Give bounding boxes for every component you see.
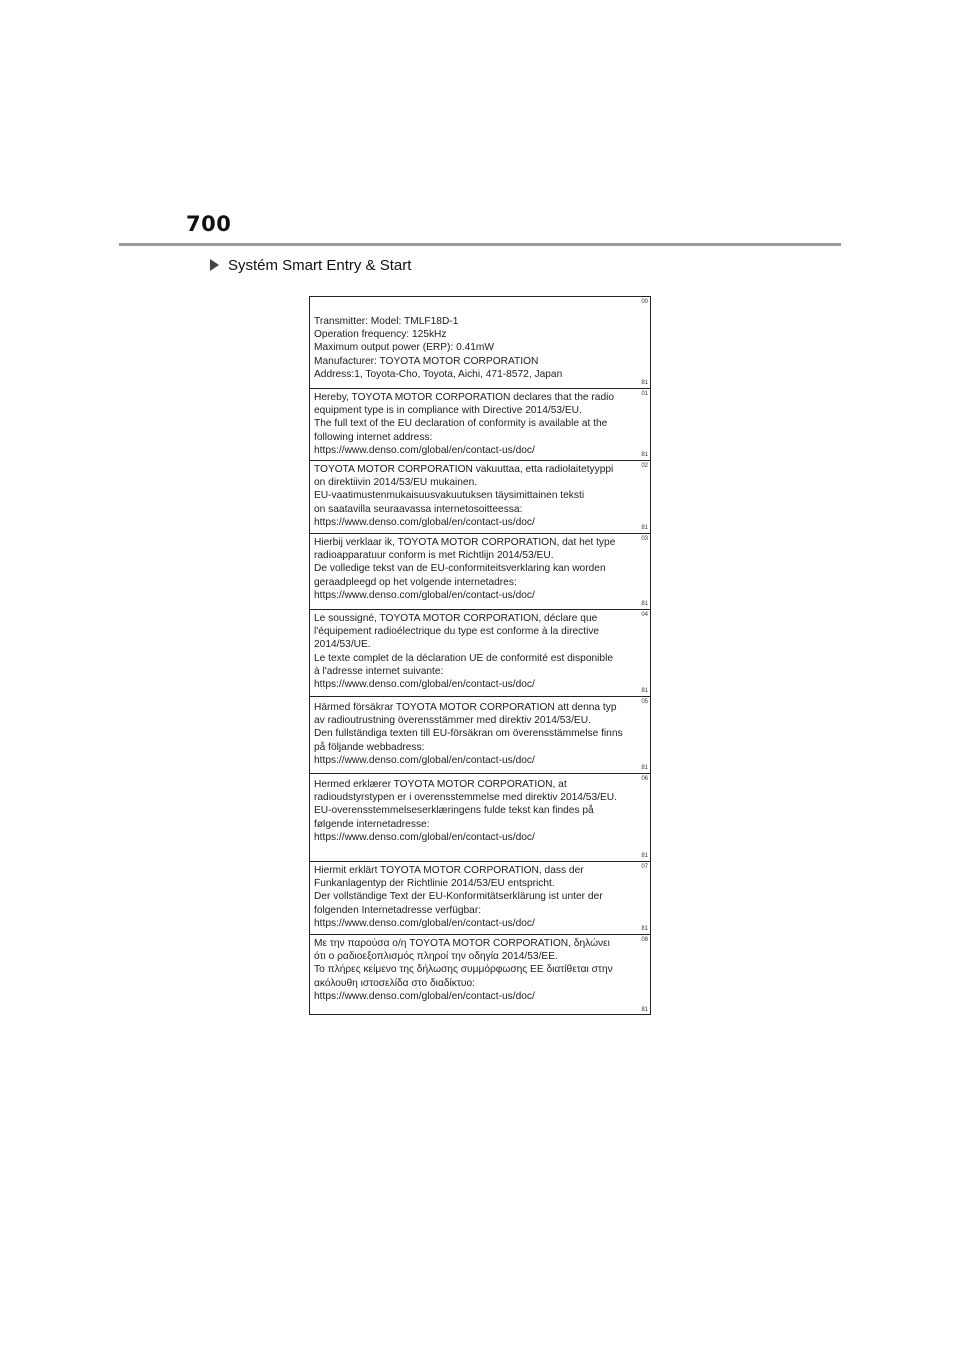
declaration-line: De volledige tekst van de EU-conformiteitsverklaring kan worden (314, 563, 606, 575)
declaration-block (310, 862, 650, 935)
declaration-line: https://www.denso.com/global/en/contact-us/doc/ (314, 754, 535, 766)
declaration-text (314, 536, 636, 602)
declaration-code-top: 03 (641, 536, 648, 542)
declaration-line: Manufacturer: TOYOTA MOTOR CORPORATION (314, 355, 539, 367)
declaration-line: Με την παρούσα ο/η TOYOTA MOTOR CORPORATION, δηλώνει (314, 938, 610, 949)
declaration-line: EU-vaatimustenmukaisuusvakuutuksen täysimittainen teksti (314, 490, 585, 502)
declaration-line: ακόλουθη ιστοσελίδα στο διαδίκτυο: (314, 977, 475, 989)
declaration-code-top: 05 (641, 699, 648, 705)
declaration-line: https://www.denso.com/global/en/contact-us/doc/ (314, 990, 535, 1002)
declaration-block (310, 697, 650, 774)
declaration-line: à l'adresse internet suivante: (314, 665, 444, 677)
declaration-text (314, 778, 636, 844)
section-title (210, 255, 411, 275)
declaration-of-conformity-box (309, 296, 651, 1015)
declaration-block (310, 534, 650, 610)
declaration-line: https://www.denso.com/global/en/contact-us/doc/ (314, 444, 535, 456)
declaration-code-top: 08 (641, 937, 648, 943)
declaration-block (310, 461, 650, 534)
declaration-line: radioudstyrstypen er i overensstemmelse med direktiv 2014/53/EU. (314, 792, 617, 804)
declaration-line: Der vollständige Text der EU-Konformitätserklärung ist unter der (314, 891, 603, 903)
declaration-line: av radioutrustning överensstämmer med direktiv 2014/53/EU. (314, 715, 591, 727)
declaration-line: Operation frequency: 125kHz (314, 329, 447, 341)
declaration-code-bottom: 81 (641, 853, 648, 859)
declaration-line: folgenden Internetadresse verfügbar: (314, 904, 482, 916)
declaration-line: https://www.denso.com/global/en/contact-us/doc/ (314, 831, 535, 843)
declaration-line: following internet address: (314, 431, 433, 443)
declaration-line: 2014/53/UE. (314, 639, 371, 651)
declaration-line: https://www.denso.com/global/en/contact-us/doc/ (314, 516, 535, 528)
declaration-code-bottom: 81 (641, 601, 648, 607)
page-number: 700 (186, 212, 232, 236)
declaration-line: https://www.denso.com/global/en/contact-us/doc/ (314, 589, 535, 601)
declaration-line: Funkanlagentyp der Richtlinie 2014/53/EU entspricht. (314, 878, 555, 890)
declaration-code-top: 02 (641, 463, 648, 469)
declaration-code-bottom: 81 (641, 1007, 648, 1013)
section-title-text: Systém Smart Entry & Start (228, 256, 412, 274)
declaration-line: The full text of the EU declaration of conformity is available at the (314, 418, 608, 430)
declaration-code-bottom: 81 (641, 525, 648, 531)
header-divider (119, 243, 841, 246)
declaration-code-bottom: 81 (641, 765, 648, 771)
declaration-line: på följande webbadress: (314, 741, 425, 753)
declaration-text (314, 701, 636, 767)
declaration-text (314, 463, 636, 529)
declaration-code-top: 04 (641, 612, 648, 618)
declaration-line: Le texte complet de la déclaration UE de conformité est disponible (314, 652, 614, 664)
declaration-code-bottom: 81 (641, 926, 648, 932)
declaration-code-bottom: 81 (641, 380, 648, 386)
declaration-block (310, 610, 650, 697)
declaration-line: equipment type is in compliance with Directive 2014/53/EU. (314, 405, 582, 417)
declaration-line: Address:1, Toyota-Cho, Toyota, Aichi, 471-8572, Japan (314, 368, 563, 380)
declaration-text (314, 391, 636, 457)
declaration-line: on saatavilla seuraavassa internetosoitteessa: (314, 503, 523, 515)
declaration-line: Hereby, TOYOTA MOTOR CORPORATION declares that the radio (314, 392, 615, 403)
declaration-line: følgende internetadresse: (314, 818, 430, 830)
declaration-line: Maximum output power (ERP): 0.41mW (314, 342, 495, 354)
declaration-line: Hermed erklærer TOYOTA MOTOR CORPORATION, at (314, 779, 567, 790)
declaration-block (310, 297, 650, 389)
declaration-line: Hierbij verklaar ik, TOYOTA MOTOR CORPORATION, dat het type (314, 537, 616, 548)
declaration-line: TOYOTA MOTOR CORPORATION vakuuttaa, etta radiolaitetyyppi (314, 464, 614, 475)
declaration-line: ότι ο ραδιοεξοπλισμός πληροί την οδηγία 2014/53/ΕΕ. (314, 951, 558, 963)
declaration-line: EU-overensstemmelseserklæringens fulde tekst kan findes på (314, 805, 594, 817)
declaration-block (310, 935, 650, 1015)
declaration-code-top: 00 (641, 299, 648, 305)
declaration-line: on direktiivin 2014/53/EU mukainen. (314, 477, 478, 489)
declaration-code-bottom: 81 (641, 452, 648, 458)
declaration-code-bottom: 81 (641, 688, 648, 694)
declaration-line: l'équipement radioélectrique du type est conforme à la directive (314, 626, 600, 638)
declaration-block (310, 774, 650, 862)
declaration-text (314, 315, 636, 381)
declaration-text (314, 612, 636, 691)
declaration-block (310, 389, 650, 461)
declaration-line: radioapparatuur conform is met Richtlijn 2014/53/EU. (314, 550, 554, 562)
declaration-line: Hiermit erklärt TOYOTA MOTOR CORPORATION, dass der (314, 865, 584, 876)
declaration-code-top: 07 (641, 864, 648, 870)
declaration-line: Le soussigné, TOYOTA MOTOR CORPORATION, déclare que (314, 613, 598, 624)
declaration-line: Transmitter: Model: TMLF18D-1 (314, 316, 459, 327)
triangle-bullet-icon (210, 259, 219, 271)
declaration-line: https://www.denso.com/global/en/contact-us/doc/ (314, 917, 535, 929)
declaration-code-top: 06 (641, 776, 648, 782)
declaration-line: Den fullständiga texten till EU-försäkran om överensstämmelse finns (314, 728, 623, 740)
declaration-text (314, 937, 636, 1003)
declaration-line: geraadpleegd op het volgende internetadres: (314, 576, 517, 588)
declaration-line: Härmed försäkrar TOYOTA MOTOR CORPORATION att denna typ (314, 702, 617, 713)
declaration-line: https://www.denso.com/global/en/contact-us/doc/ (314, 679, 535, 691)
declaration-code-top: 01 (641, 391, 648, 397)
declaration-text (314, 864, 636, 930)
declaration-line: Το πλήρες κείμενο της δήλωσης συμμόρφωσης ΕΕ διατίθεται στην (314, 964, 613, 976)
